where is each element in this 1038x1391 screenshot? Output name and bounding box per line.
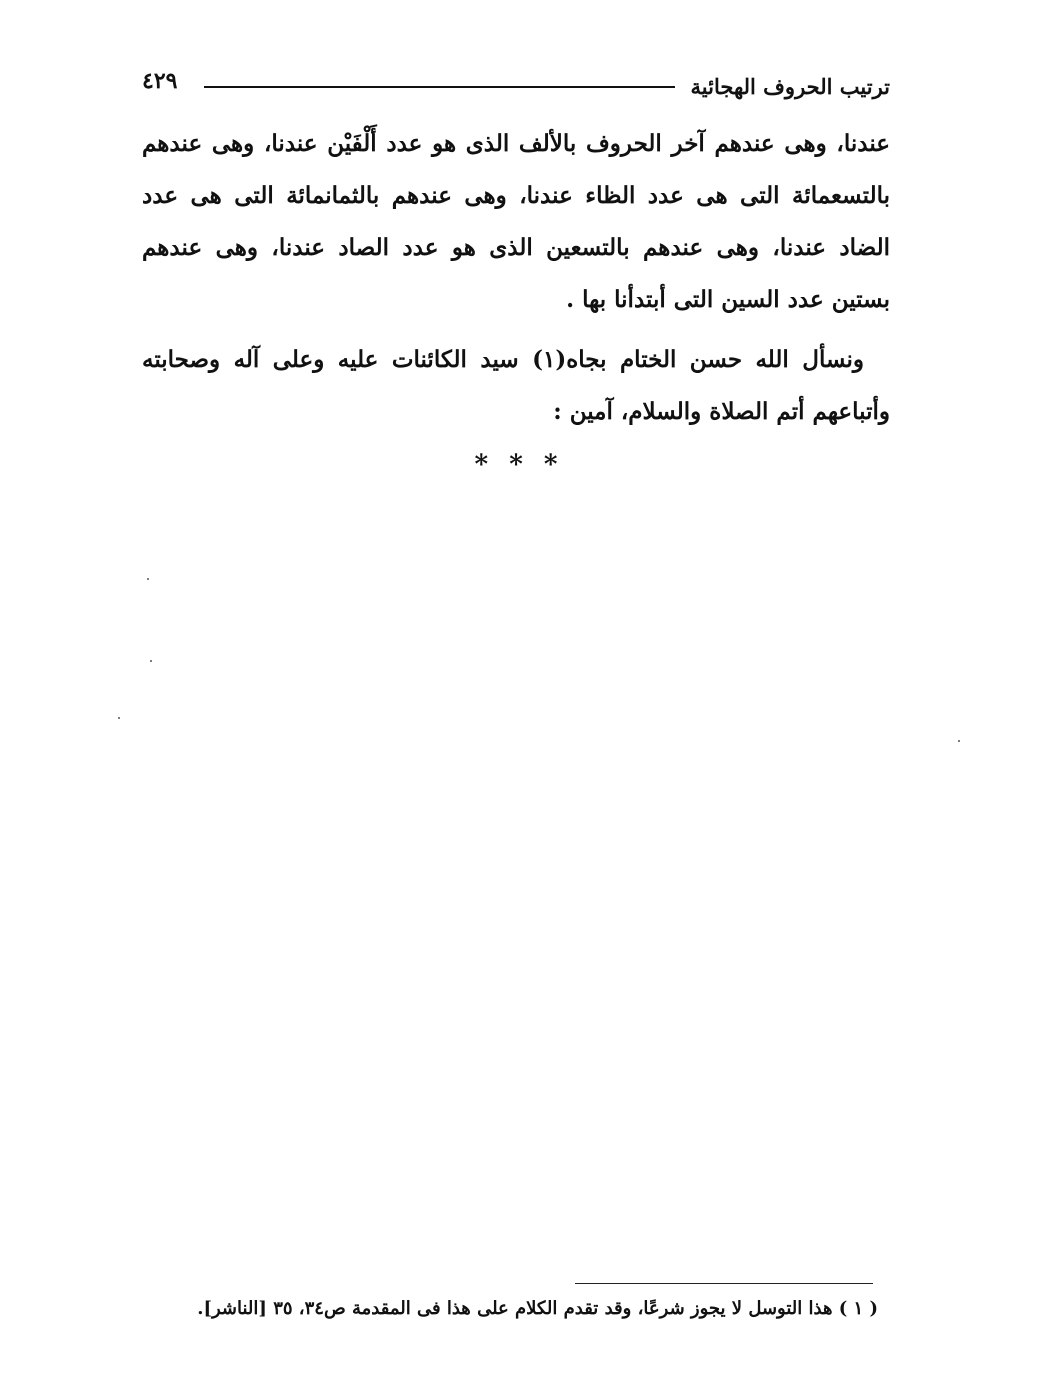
paragraph-2: ونسأل الله حسن الختام بجاه(١) سيد الكائنات عليه وعلى آله وصحابته وأتباعهم أتم الصلاة والسلام، آمين : xyxy=(142,346,890,425)
scan-speck xyxy=(147,578,149,580)
paragraph-1: عندنا، وهى عندهم آخر الحروف بالألف الذى هو عدد أَلْفَيْن عندنا، وهى عندهم بالتسعمائة التى هى عدد الظاء عندنا، وهى عندهم بالثمانمائة التى هى عدد الضاد عندنا، وهى عندهم بالتسعين الذى هو عدد الصاد عندنا، وهى عندهم بستين عدد السين التى أبتدأنا بها . xyxy=(142,130,890,313)
footnote: ( ١ ) هذا التوسل لا يجوز شرعًا، وقد تقدم الكلام على هذا فى المقدمة ص٣٤، ٣٥ [الناشر]. xyxy=(197,1298,878,1319)
page-number: ٤٢٩ xyxy=(142,68,178,94)
section-end-asterisks: * * * xyxy=(474,450,564,480)
scan-speck xyxy=(118,717,120,719)
header-rule xyxy=(204,86,675,88)
footnote-rule xyxy=(575,1283,873,1284)
body-text xyxy=(142,118,890,438)
running-head xyxy=(142,68,890,108)
scan-speck xyxy=(958,740,960,742)
running-title: ترتيب الحروف الهجائية xyxy=(690,74,890,99)
scan-speck xyxy=(150,660,152,662)
